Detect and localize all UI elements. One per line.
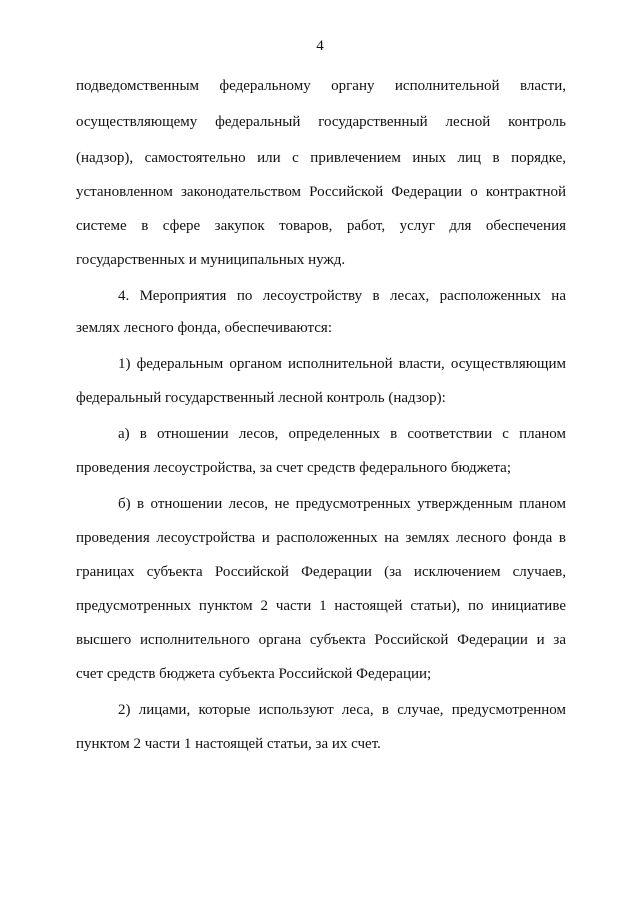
text-line: осуществляющему федеральный государственный лесной контроль [76, 114, 566, 130]
text-line: б) в отношении лесов, не предусмотренных утвержденным планом [118, 496, 566, 512]
text-line: 1) федеральным органом исполнительной власти, осуществляющим [118, 356, 566, 372]
text-line: границах субъекта Российской Федерации (за исключением случаев, [76, 564, 566, 580]
text-line: установленном законодательством Российской Федерации о контрактной [76, 184, 566, 200]
text-line: (надзор), самостоятельно или с привлечением иных лиц в порядке, [76, 150, 566, 166]
text-line: подведомственным федеральному органу исполнительной власти, [76, 78, 566, 94]
text-line: предусмотренных пунктом 2 части 1 настоящей статьи), по инициативе [76, 598, 566, 614]
text-line: проведения лесоустройства и расположенных на землях лесного фонда в [76, 530, 566, 546]
text-line: а) в отношении лесов, определенных в соответствии с планом [118, 426, 566, 442]
page-number: 4 [316, 38, 324, 54]
text-line: государственных и муниципальных нужд. [76, 252, 346, 268]
text-line: федеральный государственный лесной контроль (надзор): [76, 390, 446, 406]
text-line: счет средств бюджета субъекта Российской Федерации; [76, 666, 432, 682]
text-line: пунктом 2 части 1 настоящей статьи, за их счет. [76, 736, 381, 752]
text-line: системе в сфере закупок товаров, работ, услуг для обеспечения [76, 218, 566, 234]
text-line: проведения лесоустройства, за счет средств федерального бюджета; [76, 460, 511, 476]
text-line: 4. Мероприятия по лесоустройству в лесах, расположенных на [118, 288, 566, 304]
text-line: землях лесного фонда, обеспечиваются: [76, 320, 332, 336]
text-line: 2) лицами, которые используют леса, в случае, предусмотренном [118, 702, 566, 718]
text-line: высшего исполнительного органа субъекта Российской Федерации и за [76, 632, 566, 648]
